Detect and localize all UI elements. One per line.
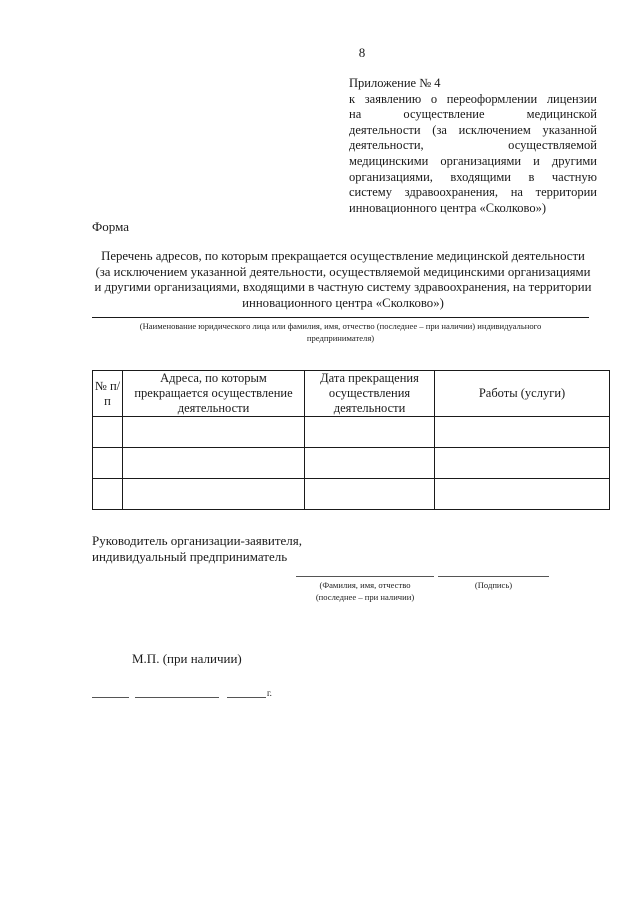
applicant-caption-line: (Наименование юридического лица или фамилия, имя, отчество (последнее – при наличии) индивидуального [139, 321, 542, 331]
signature-line [438, 576, 549, 577]
form-label: Форма [92, 219, 129, 234]
heading-line: инновационного центра «Сколково») [242, 295, 444, 310]
appendix-title: Приложение № 4 [349, 76, 441, 90]
heading-line: Перечень адресов, по которым прекращается осуществление медицинской деятельности [101, 249, 585, 263]
table-cell[interactable] [305, 479, 435, 510]
appendix-line: инновационного центра «Сколково») [349, 200, 547, 215]
signatory-block [92, 533, 302, 565]
header-works: Работы (услуги) [435, 371, 610, 417]
heading-line: (за исключением указанной деятельности, осуществляемой медицинскими организациями [95, 264, 591, 279]
header-number: № п/п [93, 371, 123, 417]
date-day-line [92, 697, 129, 698]
table-cell[interactable] [435, 479, 610, 510]
name-signature-line [296, 576, 434, 577]
appendix-line: систему здравоохранения, на территории [349, 185, 597, 200]
heading-line: и другими организациями, входящими в частную систему здравоохранения, на территории [94, 280, 592, 295]
table-row [93, 479, 610, 510]
applicant-caption-line: предпринимателя) [306, 332, 375, 343]
table-row [93, 417, 610, 448]
name-caption-line: (Фамилия, имя, отчество [319, 580, 411, 590]
date-suffix: г. [267, 688, 272, 698]
appendix-line: медицинскими организациями и другими [349, 153, 597, 168]
table-cell[interactable] [305, 417, 435, 448]
appendix-line: деятельности, осуществляемой [349, 138, 597, 153]
date-month-line [135, 697, 219, 698]
appendix-line: организациями, входящими в частную [349, 169, 597, 184]
table-header-row [93, 371, 610, 417]
table-cell[interactable] [93, 479, 123, 510]
date-year-line [227, 697, 266, 698]
appendix-line: к заявлению о переоформлении лицензии [349, 91, 597, 106]
header-end-date: Дата прекращения осуществления деятельности [305, 371, 435, 417]
table-cell[interactable] [123, 479, 305, 510]
table-cell[interactable] [93, 417, 123, 448]
signatory-line: Руководитель организации-заявителя, [92, 533, 303, 548]
header-addresses: Адреса, по которым прекращается осуществление деятельности [123, 371, 305, 417]
signature-caption: (Подпись) [474, 580, 513, 590]
table-cell[interactable] [123, 448, 305, 479]
table-cell[interactable] [435, 448, 610, 479]
table-cell[interactable] [305, 448, 435, 479]
addresses-table [92, 370, 610, 510]
name-caption-line: (последнее – при наличии) [315, 592, 415, 602]
name-caption [296, 579, 434, 603]
applicant-name-line [92, 317, 589, 318]
page-number: 8 [358, 45, 366, 60]
stamp-note: М.П. (при наличии) [132, 651, 242, 666]
table-cell[interactable] [435, 417, 610, 448]
table-cell[interactable] [123, 417, 305, 448]
table-cell[interactable] [93, 448, 123, 479]
appendix-line: на осуществление медицинской [349, 107, 597, 122]
document-heading [88, 249, 598, 311]
table-row [93, 448, 610, 479]
appendix-line: деятельности (за исключением указанной [349, 122, 597, 137]
appendix-block [349, 76, 597, 216]
applicant-caption [92, 321, 589, 344]
signatory-line: индивидуальный предприниматель [92, 549, 288, 564]
